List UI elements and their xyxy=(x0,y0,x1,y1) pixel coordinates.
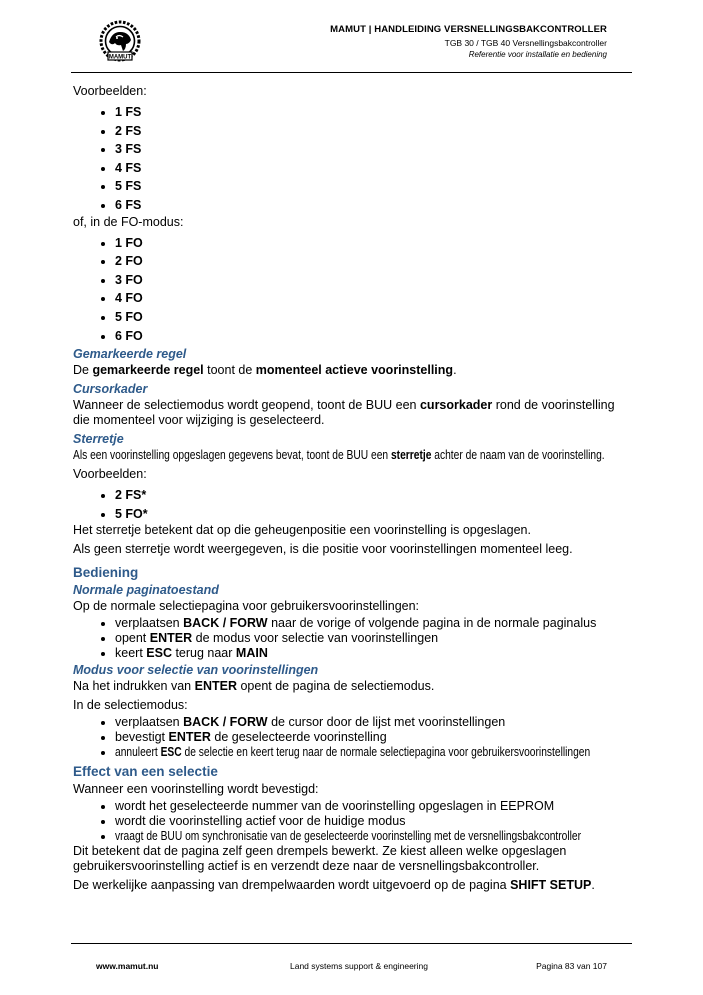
list-item: • 3 FO xyxy=(115,271,633,290)
list-item: • wordt die voorinstelling actief voor de huidige modus xyxy=(115,814,633,829)
selection-effect-intro: Wanneer een voorinstelling wordt bevestigd: xyxy=(73,782,319,797)
footer-company: Land systems support & engineering xyxy=(290,961,428,971)
footer-divider xyxy=(71,943,632,944)
asterisk-text: Als een voorinstelling opgeslagen gegevens bevat, toont de BUU een sterretje achter de naam van de voorinstelling. xyxy=(73,448,605,463)
list-item: • 5 FS xyxy=(115,177,633,196)
logo-lettering: MAMUT xyxy=(108,54,132,61)
document-title: MAMUT | HANDLEIDING VERSNELLINGSBAKCONTROLLER xyxy=(330,24,607,35)
list-item: • 2 FO xyxy=(115,252,633,271)
footer-page-number: Pagina 83 van 107 xyxy=(536,961,607,971)
selection-mode-list xyxy=(73,715,633,760)
list-item: • 6 FO xyxy=(115,327,633,346)
fo-list xyxy=(73,234,633,346)
asterisk-absent: Als geen sterretje wordt weergegeven, is die positie voor voorinstellingen momenteel leeg. xyxy=(73,542,573,557)
list-item: • 2 FS* xyxy=(115,486,633,505)
list-item: • 5 FO xyxy=(115,308,633,327)
fs-list xyxy=(73,103,633,215)
normal-state-list xyxy=(73,616,633,661)
list-item: • bevestigt ENTER de geselecteerde voorinstelling xyxy=(115,730,633,745)
list-item: • 3 FS xyxy=(115,140,633,159)
asterisk-meaning: Het sterretje betekent dat op die geheugenpositie een voorinstelling is opgeslagen. xyxy=(73,523,531,538)
list-item: • verplaatsen BACK / FORW naar de vorige of volgende pagina in de normale paginalus xyxy=(115,616,633,631)
list-item: • annuleert ESC de selectie en keert terug naar de normale selectiepagina voor gebruikersvoorinstellingen xyxy=(115,745,633,760)
cursor-frame-heading: Cursorkader xyxy=(73,382,148,397)
list-item: • 4 FS xyxy=(115,159,633,178)
list-item: • vraagt de BUU om synchronisatie van de geselecteerde voorinstelling met de versnellingsbakcontroller xyxy=(115,829,633,844)
header-divider xyxy=(71,72,632,73)
selection-effect-heading: Effect van een selectie xyxy=(73,764,218,780)
footer-website: www.mamut.nu xyxy=(96,961,159,971)
page-content xyxy=(73,84,633,897)
mamut-logo xyxy=(94,20,146,64)
list-item: • 4 FO xyxy=(115,289,633,308)
list-item: • 1 FS xyxy=(115,103,633,122)
list-item: • keert ESC terug naar MAIN xyxy=(115,646,633,661)
document-subtitle: TGB 30 / TGB 40 Versnellingsbakcontroller xyxy=(444,38,607,48)
page-header xyxy=(330,24,607,59)
cursor-frame-text: Wanneer de selectiemodus wordt geopend, toont de BUU een cursorkader rond de voorinstelling die momenteel voor wijziging is geselecteerd. xyxy=(73,398,615,428)
selection-mode-heading: Modus voor selectie van voorinstellingen xyxy=(73,663,319,678)
list-item: • 6 FS xyxy=(115,196,633,215)
selection-mode-intro: In de selectiemodus: xyxy=(73,698,188,713)
document-tagline: Referentie voor installatie en bediening xyxy=(468,50,607,59)
list-item: • wordt het geselecteerde nummer van de voorinstelling opgeslagen in EEPROM xyxy=(115,799,633,814)
shift-setup-note: De werkelijke aanpassing van drempelwaarden wordt uitgevoerd op de pagina SHIFT SETUP. xyxy=(73,878,595,893)
marked-line-text: De gemarkeerde regel toont de momenteel actieve voorinstelling. xyxy=(73,363,457,378)
list-item: • opent ENTER de modus voor selectie van voorinstellingen xyxy=(115,631,633,646)
selection-mode-text: Na het indrukken van ENTER opent de pagina de selectiemodus. xyxy=(73,679,435,694)
normal-state-intro: Op de normale selectiepagina voor gebruikersvoorinstellingen: xyxy=(73,599,420,614)
selection-effect-note: Dit betekent dat de pagina zelf geen drempels bewerkt. Ze kiest alleen welke opgeslagen gebruikersvoorinstelling actief is en verzendt deze naar de versnellingsbakcontroller. xyxy=(73,844,567,874)
normal-state-heading: Normale paginatoestand xyxy=(73,583,219,598)
asterisk-examples-label: Voorbeelden: xyxy=(73,467,147,482)
list-item: • 1 FO xyxy=(115,234,633,253)
fo-intro: of, in de FO-modus: xyxy=(73,214,184,229)
marked-line-heading: Gemarkeerde regel xyxy=(73,347,187,362)
selection-effect-list xyxy=(73,799,633,844)
list-item: • 5 FO* xyxy=(115,505,633,524)
list-item: • verplaatsen BACK / FORW de cursor door de lijst met voorinstellingen xyxy=(115,715,633,730)
asterisk-list xyxy=(73,486,633,523)
asterisk-heading: Sterretje xyxy=(73,432,124,447)
list-item: • 2 FS xyxy=(115,122,633,141)
operation-heading: Bediening xyxy=(73,565,139,581)
examples-label: Voorbeelden: xyxy=(73,84,147,98)
